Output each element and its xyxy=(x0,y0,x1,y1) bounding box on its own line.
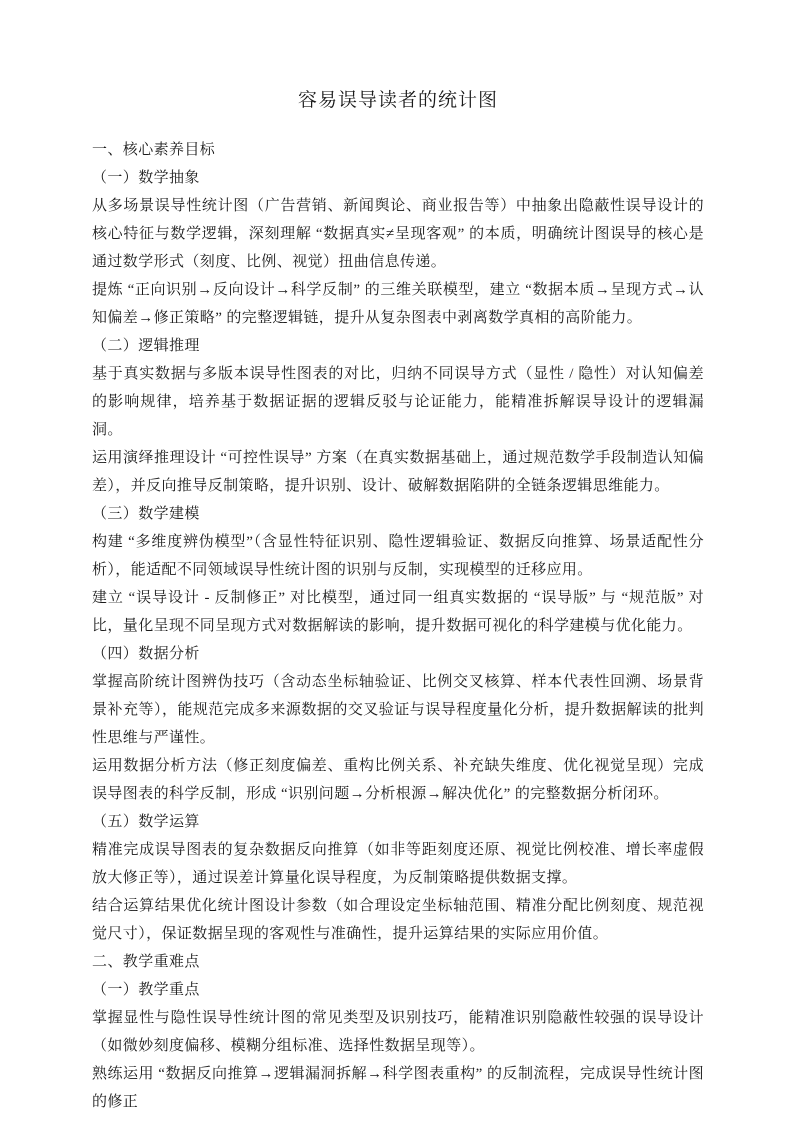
document-body xyxy=(92,136,704,1116)
paragraph: 结合运算结果优化统计图设计参数（如合理设定坐标轴范围、精准分配比例刻度、规范视觉尺寸），保证数据呈现的客观性与准确性，提升运算结果的实际应用价值。 xyxy=(92,898,704,942)
paragraph: 从多场景误导性统计图（广告营销、新闻舆论、商业报告等）中抽象出隐蔽性误导设计的核心特征与数学逻辑，深刻理解 “数据真实≠呈现客观” 的本质，明确统计图误导的核心是通过数学形式（刻度、比例、视觉）扭曲信息传递。 xyxy=(92,198,704,270)
subsection-heading-math-operations: （五）数学运算 xyxy=(92,814,200,830)
page-title: 容易误导读者的统计图 xyxy=(297,90,498,111)
subsection-heading-data-analysis: （四）数据分析 xyxy=(92,646,200,662)
subsection-heading-logical-reasoning: （二）逻辑推理 xyxy=(92,338,200,354)
paragraph: 掌握高阶统计图辨伪技巧（含动态坐标轴验证、比例交叉核算、样本代表性回溯、场景背景补充等），能规范完成多来源数据的交叉验证与误导程度量化分析，提升数据解读的批判性思维与严谨性。 xyxy=(92,674,704,746)
section-heading-teaching-key-difficulties: 二、教学重难点 xyxy=(92,954,200,970)
paragraph: 构建 “多维度辨伪模型”（含显性特征识别、隐性逻辑验证、数据反向推算、场景适配性分析），能适配不同领域误导性统计图的识别与反制，实现模型的迁移应用。 xyxy=(92,534,704,578)
paragraph: 提炼 “正向识别→反向设计→科学反制” 的三维关联模型，建立 “数据本质→呈现方式→认知偏差→修正策略” 的完整逻辑链，提升从复杂图表中剥离数学真相的高阶能力。 xyxy=(92,282,704,326)
section-heading-core-literacy-goals: 一、核心素养目标 xyxy=(92,142,216,158)
paragraph: 熟练运用 “数据反向推算→逻辑漏洞拆解→科学图表重构” 的反制流程，完成误导性统计图的修正 xyxy=(92,1066,704,1110)
subsection-heading-math-abstraction: （一）数学抽象 xyxy=(92,170,200,186)
subsection-heading-teaching-focus: （一）教学重点 xyxy=(92,982,200,998)
paragraph: 运用演绎推理设计 “可控性误导” 方案（在真实数据基础上，通过规范数学手段制造认知偏差），并反向推导反制策略，提升识别、设计、破解数据陷阱的全链条逻辑思维能力。 xyxy=(92,450,704,494)
subsection-heading-math-modeling: （三）数学建模 xyxy=(92,506,200,522)
paragraph: 基于真实数据与多版本误导性图表的对比，归纳不同误导方式（显性 / 隐性）对认知偏差的影响规律，培养基于数据证据的逻辑反驳与论证能力，能精准拆解误导设计的逻辑漏洞。 xyxy=(92,366,704,438)
paragraph: 掌握显性与隐性误导性统计图的常见类型及识别技巧，能精准识别隐蔽性较强的误导设计（如微妙刻度偏移、模糊分组标准、选择性数据呈现等）。 xyxy=(92,1010,704,1054)
paragraph: 精准完成误导图表的复杂数据反向推算（如非等距刻度还原、视觉比例校准、增长率虚假放大修正等），通过误差计算量化误导程度，为反制策略提供数据支撑。 xyxy=(92,842,704,886)
paragraph: 建立 “误导设计 - 反制修正” 对比模型，通过同一组真实数据的 “误导版” 与 “规范版” 对比，量化呈现不同呈现方式对数据解读的影响，提升数据可视化的科学建模与优化能力。 xyxy=(92,590,704,634)
paragraph: 运用数据分析方法（修正刻度偏差、重构比例关系、补充缺失维度、优化视觉呈现）完成误导图表的科学反制，形成 “识别问题→分析根源→解决优化” 的完整数据分析闭环。 xyxy=(92,758,704,802)
